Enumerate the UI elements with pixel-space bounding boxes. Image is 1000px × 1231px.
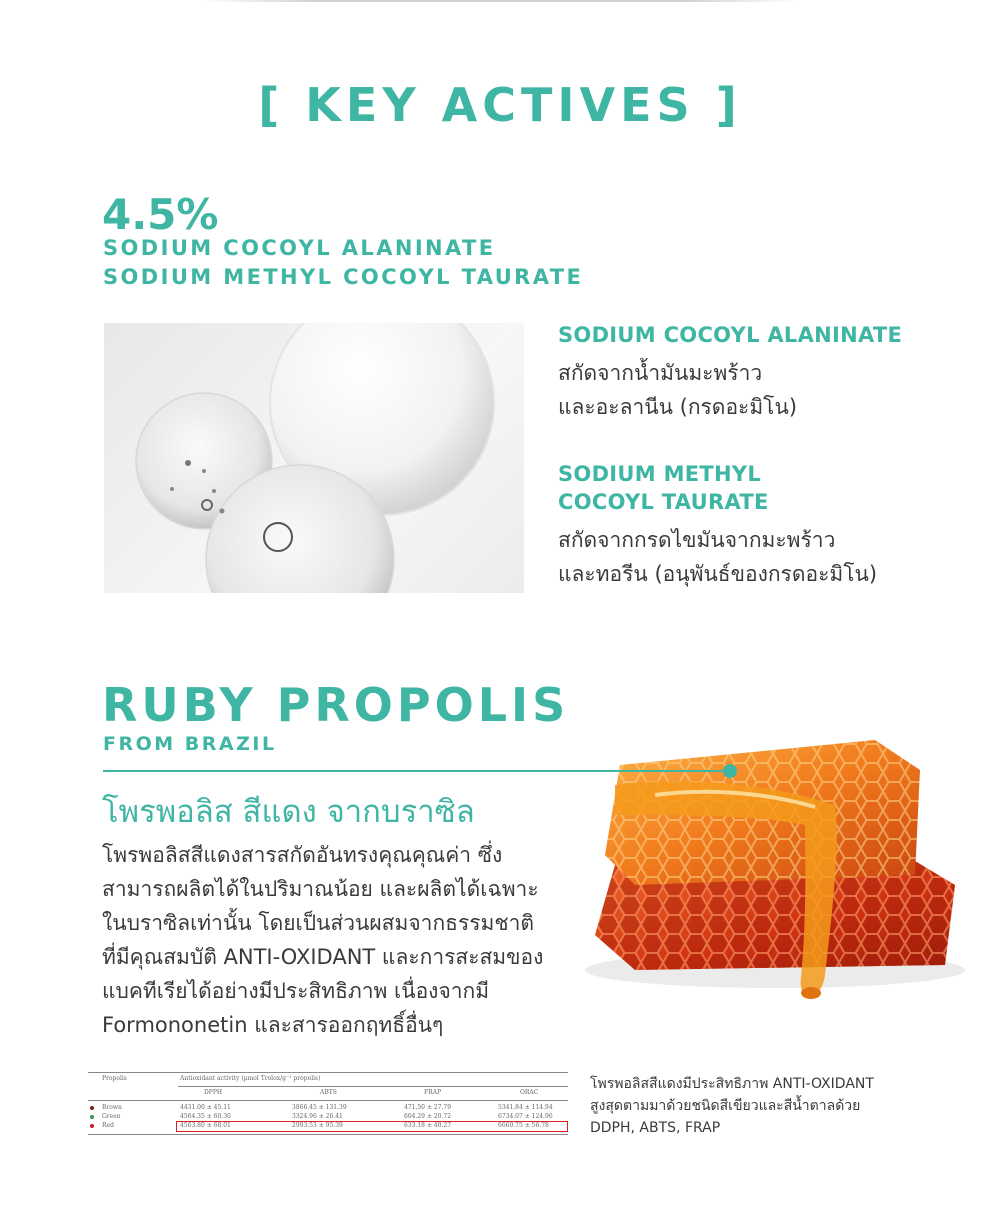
bubbles-image	[104, 323, 524, 593]
table-rule	[178, 1086, 568, 1087]
ingredient-1-name: SODIUM COCOYL ALANINATE	[558, 323, 903, 347]
ingredient-line-1: SODIUM COCOYL ALANINATE	[103, 236, 496, 260]
table-header: ABTS	[320, 1089, 337, 1096]
ruby-thai-title: โพรพอลิส สีแดง จากบราซิล	[102, 794, 475, 830]
caption-line: สูงสุดตามมาด้วยชนิดสีเขียวและสีน้ำตาลด้วย	[590, 1098, 861, 1114]
ingredient-1-desc-1: สกัดจากน้ำมันมะพร้าว	[558, 361, 763, 385]
table-caption	[590, 1073, 920, 1139]
ruby-paragraph	[102, 838, 582, 1042]
ingredient-line-2: SODIUM METHYL COCOYL TAURATE	[103, 265, 584, 289]
caption-line: โพรพอลิสสีแดงมีประสิทธิภาพ ANTI-OXIDANT	[590, 1076, 874, 1092]
top-divider	[200, 0, 800, 2]
ingredient-2-desc-1: สกัดจากกรดไขมันจากมะพร้าว	[558, 528, 836, 552]
highlight-box	[176, 1121, 568, 1132]
table-row-highlighted: Red 4563.80 ± 68.01 2993.53 ± 95.39 633.18 ± 40.27 6660.75 ± 56.78	[88, 1122, 568, 1130]
row-color-dot	[90, 1106, 94, 1110]
row-color-dot	[90, 1124, 94, 1128]
ruby-divider-dot	[723, 764, 737, 778]
ingredient-1-desc-2: และอะลานีน (กรดอะมิโน)	[558, 395, 798, 419]
ingredient-2-name-2: COCOYL TAURATE	[558, 490, 769, 514]
paragraph-line: ที่มีคุณสมบัติ ANTI-OXIDANT และการสะสมของ	[102, 945, 544, 969]
table-rule	[88, 1072, 568, 1073]
table-group-header: Antioxidant activity (µmol Trolox/g⁻¹ propolis)	[180, 1075, 321, 1082]
row-color-dot	[90, 1115, 94, 1119]
bubbles-illustration	[104, 323, 524, 593]
paragraph-line: โพรพอลิสสีแดงสารสกัดอันทรงคุณคุณค่า ซึ่ง	[102, 843, 503, 867]
table-rule	[88, 1100, 568, 1101]
ingredient-2-name-1: SODIUM METHYL	[558, 462, 762, 486]
table-header: FRAP	[424, 1089, 442, 1096]
paragraph-line: แบคทีเรียได้อย่างมีประสิทธิภาพ เนื่องจากมี	[102, 979, 490, 1003]
table-row: Green 4564.35 ± 60.30 3324.96 ± 26.41 604.29 ± 20.72 6734.07 ± 124.96	[88, 1113, 568, 1121]
key-actives-title: [ KEY ACTIVES ]	[258, 78, 742, 132]
table-header: ORAC	[520, 1089, 539, 1096]
table-row: Brown 4431.00 ± 45.11 3866.45 ± 131.39 471.50 ± 27.79 5341.84 ± 114.94	[88, 1104, 568, 1112]
table-rule	[88, 1134, 568, 1135]
table-header: DPPH	[204, 1089, 223, 1096]
table-col-propolis: Propolis	[102, 1075, 127, 1082]
ruby-propolis-title: RUBY PROPOLIS	[102, 678, 570, 732]
ruby-propolis-subtitle: FROM BRAZIL	[103, 733, 277, 755]
paragraph-line: สามารถผลิตได้ในปริมาณน้อย และผลิตได้เฉพาะ	[102, 877, 539, 901]
caption-line: DDPH, ABTS, FRAP	[590, 1120, 721, 1136]
ingredient-2-desc-2: และทอรีน (อนุพันธ์ของกรดอะมิโน)	[558, 562, 878, 586]
paragraph-line: ในบราซิลเท่านั้น โดยเป็นส่วนผสมจากธรรมชาติ	[102, 911, 535, 935]
antioxidant-table	[88, 1066, 568, 1140]
concentration-percent: 4.5%	[102, 190, 219, 239]
paragraph-line: Formononetin และสารออกฤทธิ์อื่นๆ	[102, 1013, 444, 1037]
ruby-divider-line	[103, 770, 730, 772]
